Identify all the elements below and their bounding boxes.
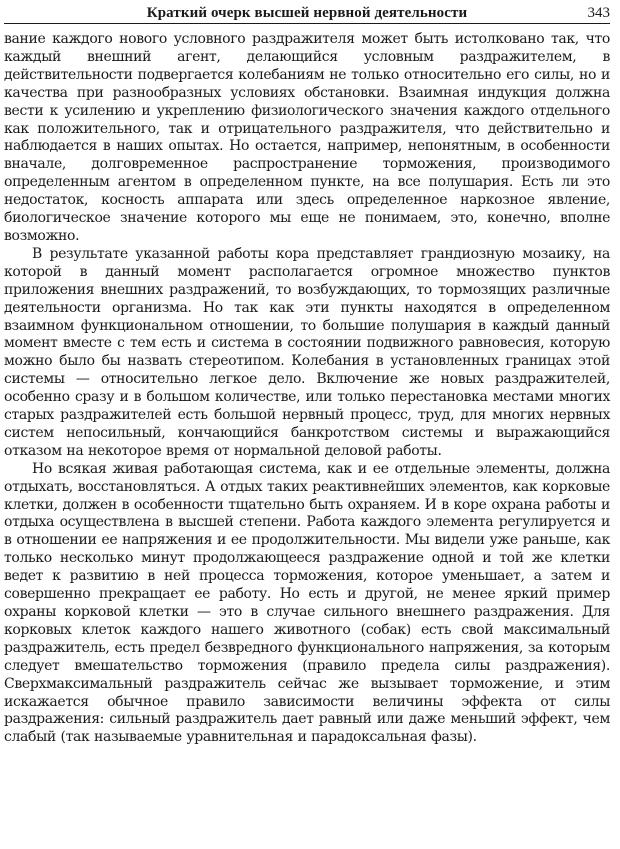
page-number: 343 [587, 5, 610, 21]
paragraph-mosaic: В результате указанной работы кора представляет грандиозную мозаику, на которой в данный момент располагается огромное множество пунктов приложения внешних раздражений, то возбуждающих, то тормозящих различные деятельности организма. Но так как эти пункты находятся в определенном взаимном функциональном отношении, то большие полушария в каждый данный момент вместе с тем есть и система в состоянии подвижного равновесия, которую можно было бы назвать стереотипом. Колебания в установленных границах этой системы — относительно легкое дело. Включение же новых раздражителей, особенно сразу и в большом количестве, или только перестановка местами многих старых раздражителей есть большой нервный процесс, труд, для многих нервных систем непосильный, кончающийся банкротством системы и выражающийся отказом на некоторое время от нормальной деловой работы. [4, 245, 610, 459]
running-header [4, 3, 610, 24]
chapter-title: Краткий очерк высшей нервной деятельности [146, 5, 468, 21]
paragraph-continued: вание каждого нового условного раздражителя может быть истолковано так, что каждый внешний агент, делающийся условным раздражителем, в действительности подвергается колебаниям не только относительно его силы, но и качества при разнообразных условиях обстановки. Взаимная индукция должна вести к усилению и укреплению физиологического значения каждого отдельного как положительного, так и отрицательного раздражителя, что действительно и наблюдается в наших опытах. Но остается, например, непонятным, в особенности вначале, долговременное распространение торможения, производимого определенным агентом в определенном пункте, на все полушария. Есть ли это недостаток, косность аппарата или здесь определенное наркозное явление, биологическое значение которого мы еще не понимаем, это, конечно, вполне возможно. [4, 31, 610, 244]
paragraph-rest: Но всякая живая работающая система, как и ее отдельные элементы, должна отдыхать, восстановляться. А отдых таких реактивнейших элементов, как корковые клетки, должен в особенности тщательно быть охраняем. И в коре охрана работы и отдыха осуществлена в высшей степени. Работа каждого элемента регулируется и в отношении ее напряжения и ее продолжительности. Мы видели уже раньше, как только несколько минут продолжающееся раздражение одной и той же клетки ведет к развитию в ней процесса торможения, которое уменьшает, а затем и совершенно прекращает ее работу. Но есть и другой, не менее яркий пример охраны корковой клетки — это в случае сильного внешнего раздражения. Для корковых клеток каждого нашего животного (собак) есть свой максимальный раздражитель, есть предел безвредного функционального напряжения, за которым следует вмешательство торможения (правило предела силы раздражения). Сверхмаксимальный раздражитель сейчас же вызывает торможение, и этим искажается обычное правило зависимости величины эффекта от силы раздражения: сильный раздражитель дает равный или даже меньший эффект, чем слабый (так называемые уравнительная и парадоксальная фазы). [4, 460, 610, 746]
body-text [4, 31, 610, 747]
